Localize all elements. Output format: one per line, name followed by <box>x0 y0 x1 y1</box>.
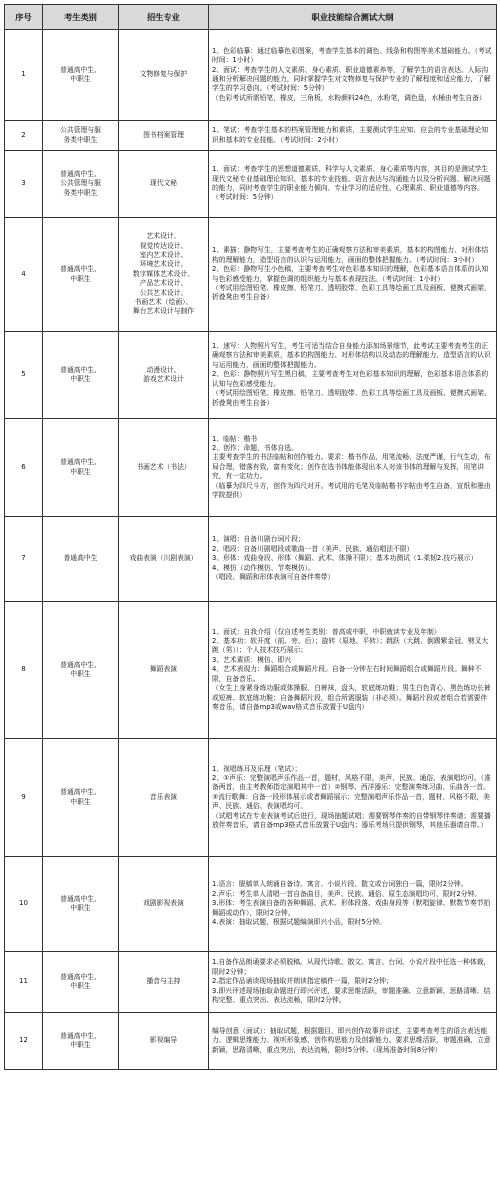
test-outline-line: （临摹为四尺斗方，创作为四尺对开。考试用的毛笔及临帖楷书字帖由考生自备，宣纸和墨由学院提供） <box>212 481 491 500</box>
test-outline-line: 1、面试：自我介绍（仅自述考生类别：普高或中职，中职就读专业及年制） <box>212 627 441 636</box>
test-outline-line: 1、色彩临摹：通过临摹色彩图案，考查学生基本的调色、线条和构图等美术基础能力。（考试时间：1小时） <box>212 46 492 65</box>
test-outline-line: （考试用绘图铅笔、橡皮擦、铅笔刀、透明胶带、色彩工具等绘画工具及画板、便携式画架、折叠凳由考生自备） <box>212 283 491 302</box>
test-outline-line: 主要考查学生的书法临帖和创作能力。要求：楷书作品，用笔流畅，法度严谨，行气生动，布局合理，错落有致，富有变化；创作在选书体能体现出本人对该书体的理解与发挥，用笔讲究，有一定功力。 <box>212 453 491 481</box>
table-row <box>5 952 497 1013</box>
test-outline-line: 4、艺术表现力：舞蹈组合或舞蹈片段。自备一分钟左右时间舞蹈组合或舞蹈片段。舞种不限，自备音乐。 <box>212 665 482 683</box>
candidate-category-line: 中职生 <box>70 375 91 383</box>
test-outline-line: 2、①声乐：完整演唱声乐作品一首，题材、风格不限，美声、民族、通俗、表演唱均可。（准备两首，由主考教师指定演唱其中一首）②钢琴、西洋器乐：完整演奏练习曲、乐曲各一首。③流行歌舞：自备一段形体展示或者舞蹈展示；完整演唱声乐作品一首，题材、风格不限，美声、民族、通俗、表演唱均可。 <box>212 773 491 811</box>
test-outline-line: 1、演唱：自备川剧台词片段； <box>212 535 305 544</box>
test-outline-line: 2、创作：命题，书体自选。 <box>212 443 298 452</box>
enrollment-major-line: 舞蹈表演 <box>149 665 178 674</box>
test-outline-line: 3、艺术素质：模仿、即兴 <box>212 655 292 664</box>
header-category: 考生类别 <box>43 5 119 30</box>
candidate-category <box>43 218 119 332</box>
enrollment-major-line: 舞台艺术设计与制作 <box>132 307 195 316</box>
row-number: 5 <box>5 332 43 419</box>
table-row <box>5 517 497 602</box>
test-outline <box>209 739 497 857</box>
row-number: 11 <box>5 952 43 1013</box>
test-outline <box>209 218 497 332</box>
candidate-category-line: 普通高中生、 <box>60 265 101 274</box>
enrollment-major-line: 播音与主持 <box>146 977 181 986</box>
candidate-category-line: 中职生 <box>70 467 91 476</box>
test-outline-line: 3.形体：考生表演自备的各种舞蹈、武术、形体段落、戏曲身段等（默唱旋律、默数节奏节拍舞蹈或动作），限时2分钟。 <box>212 899 491 917</box>
table-row <box>5 121 497 151</box>
candidate-category <box>43 121 119 151</box>
candidate-category-line: 中职生 <box>70 904 91 912</box>
test-outline <box>209 419 497 517</box>
candidate-category <box>43 952 119 1013</box>
enrollment-major <box>119 332 209 419</box>
candidate-category-line: 中职生 <box>70 274 91 283</box>
enrollment-major-line: 产品艺术设计、 <box>139 279 188 288</box>
test-outline-line: 3、形体：戏曲身段、形体（舞蹈、武术、体操不限）；基本功测试（1.柔韧2.技巧展示） <box>212 554 478 563</box>
header-number: 序号 <box>5 5 43 30</box>
enrollment-major <box>119 1013 209 1070</box>
test-outline <box>209 332 497 419</box>
row-number: 9 <box>5 739 43 857</box>
enrollment-major <box>119 419 209 517</box>
enrollment-major-line: 数字媒体艺术设计、 <box>132 269 195 278</box>
row-number: 6 <box>5 419 43 517</box>
enrollment-major-line: 音乐表演 <box>149 792 178 801</box>
enrollment-major-line: 现代文秘 <box>149 179 178 188</box>
enrollment-major <box>119 30 209 121</box>
candidate-category-line: 中职生 <box>70 75 91 83</box>
candidate-category-line: 普通高中生 <box>63 554 98 563</box>
test-outline <box>209 857 497 952</box>
test-outline-line: 1、素描：静物写生，主要考查考生的正确观察方法和审美素质，基本的构图能力、对形体结构的理解能力，造型语言的认识与运用能力，画面的整体把握能力。（考试时间：3小时） <box>212 246 489 264</box>
enrollment-major-line: 艺术设计、 <box>146 232 181 241</box>
table-row <box>5 332 497 419</box>
row-number: 7 <box>5 517 43 602</box>
row-number: 2 <box>5 121 43 151</box>
candidate-category-line: 公共管理与服 <box>60 179 101 188</box>
enrollment-major <box>119 517 209 602</box>
test-outline-line: 2、唱段：自备川剧唱段或歌曲一首（美声、民族、通俗唱法不限） <box>212 544 414 553</box>
table-row <box>5 739 497 857</box>
candidate-category-line: 普通高中生、 <box>60 1031 101 1040</box>
enrollment-major <box>119 952 209 1013</box>
enrollment-major-line: 戏曲表演（川剧表演） <box>129 554 198 563</box>
test-outline <box>209 30 497 121</box>
enrollment-major <box>119 602 209 739</box>
enrollment-major <box>119 218 209 332</box>
candidate-category-line: 普通高中生、 <box>60 365 101 374</box>
test-outline-line: 2、基本功：软开度（前、旁、后）；旋转（原地、平转）；跳跃（大跳、倒踢紫金冠、劈叉大跳（男））；个人技术技巧展示； <box>212 637 489 655</box>
test-outline <box>209 1013 497 1070</box>
enrollment-major-line: 动漫设计、 <box>146 365 181 374</box>
table-row <box>5 419 497 517</box>
test-outline-line: 1、面试：考查学生的思想道德素质、科学与人文素质、身心素质等内容，其目的是测试学生现代文秘专业基础理论知识、基本的专业技能、语言表达与沟通能力以及分析问题、解决问题的能力，同时考查学生的职业能力倾向、专业学习的适应性、心理素质、职业道德等内容。（考试时间：5分钟） <box>212 165 491 202</box>
candidate-category <box>43 1013 119 1070</box>
table-row <box>5 1013 497 1070</box>
test-outline <box>209 517 497 602</box>
enrollment-major-line: 公共艺术设计、 <box>139 288 188 297</box>
table-row <box>5 857 497 952</box>
table-row <box>5 602 497 739</box>
test-outline <box>209 952 497 1013</box>
candidate-category-line: 普通高中生、 <box>60 972 101 981</box>
row-number: 3 <box>5 151 43 218</box>
test-outline-line: 2.指定作品诵读现场抽取并朗读指定稿件一篇，限时2分钟； <box>212 977 393 986</box>
candidate-category <box>43 419 119 517</box>
enrollment-major-line: 图书档案管理 <box>143 130 184 139</box>
candidate-category <box>43 30 119 121</box>
enrollment-major-line: 书画艺术（绘画）、 <box>134 298 193 307</box>
test-outline-line: 4.表演：抽取试题，根据试题编演即兴小品，限时5分钟。 <box>212 918 386 927</box>
test-outline-line: 1.自备作品朗诵要求必须脱稿。从现代诗歌、散文、寓言、台词、小说片段中任选一种体裁，限时2分钟； <box>212 958 491 976</box>
enrollment-major-line: 戏剧影视表演 <box>143 899 184 908</box>
test-outline-line: 1、速写：人物照片写生，考生可适当结合自身能力添加场景细节，此考试主要考查考生的正确观察方法和审美素质，基本的构图能力、对形体结构以及动态的理解能力、造型语言的认识与运用能力，画面的整体把握能力。 <box>212 342 491 369</box>
enrollment-major-line: 文物修复与保护 <box>139 70 188 79</box>
test-outline <box>209 602 497 739</box>
row-number: 4 <box>5 218 43 332</box>
table-row <box>5 30 497 121</box>
enrollment-major <box>119 151 209 218</box>
candidate-category <box>43 739 119 857</box>
test-outline-line: 3.即兴评述现场抽取命题进行即兴评述，要求思维活跃，审题准确、立意新颖、思路清晰、结构完整、重点突出、表达流畅，限时2分钟。 <box>212 986 491 1005</box>
row-number: 1 <box>5 30 43 121</box>
candidate-category <box>43 332 119 419</box>
candidate-category <box>43 151 119 218</box>
test-outline-line: 2.声乐：考生单人清唱一首自备曲目，美声、民族、通俗、原生态演唱均可，限时2分钟。 <box>212 889 482 898</box>
candidate-category-line: 中职生 <box>70 982 91 990</box>
table-row <box>5 151 497 218</box>
candidate-category-line: 普通高中生、 <box>60 894 101 903</box>
candidate-category-line: 务类中职生 <box>63 135 98 144</box>
test-outline-line: 1.语言：脱稿单人朗诵自备诗、寓言、小说片段、散文或台词独白一篇，限时2分钟。 <box>212 880 468 889</box>
test-outline-line: （唱段、舞蹈和形体表演可自备伴奏带） <box>212 573 335 582</box>
admission-outline-page <box>4 4 496 1070</box>
test-outline-line: 2、色彩：静物写生小色稿，主要考查考生对色彩基本知识的理解，色彩基本语言体系的认知与色彩感受能力，掌握色调的组织能力与基本表现技法。（考试时间：1小时） <box>212 265 489 283</box>
candidate-category-line: 公共管理与服 <box>60 126 101 135</box>
candidate-category <box>43 517 119 602</box>
test-outline-line: 1、视唱练耳及乐理（笔试）； <box>212 764 302 773</box>
enrollment-major <box>119 121 209 151</box>
enrollment-major-line: 游戏艺术设计 <box>143 375 184 383</box>
candidate-category-line: 普通高中生、 <box>60 660 101 669</box>
candidate-category-line: 中职生 <box>70 1041 91 1049</box>
candidate-category <box>43 857 119 952</box>
candidate-category-line: 中职生 <box>70 797 91 806</box>
outline-table <box>4 4 497 1070</box>
candidate-category-line: 务类中职生 <box>63 188 98 197</box>
candidate-category-line: 中职生 <box>70 670 91 678</box>
enrollment-major-line: 影视编导 <box>149 1036 178 1045</box>
candidate-category-line: 普通高中生、 <box>60 458 101 467</box>
test-outline-line: 4、模仿（动作模仿、节奏模仿）。 <box>212 563 315 572</box>
test-outline-line: 编导创意（面试）：抽取试题，根据题目，即兴创作故事并讲述，主要考查考生的语言表达能力、逻辑思维能力、视听形象感、创作构思能力及创新能力。要求思维活跃，审题准确，立意新颖，思路清晰，重点突出，表达流畅，限时5分钟。（现场准备时间8分钟） <box>212 1026 491 1054</box>
test-outline-line: 2、色彩：静物照片写生黑白稿，主要考查考生对色彩基本知识的理解，色彩基本语言体系的认知与色彩感受能力。 <box>212 370 489 388</box>
enrollment-major <box>119 739 209 857</box>
test-outline <box>209 121 497 151</box>
test-outline-line: 1、笔试：考查学生基本的档案管理能力和素质，主要测试学生应知、应会的专业基础理论知识和基本的专业技能。（考试时间：2小时） <box>212 126 489 144</box>
header-major: 招生专业 <box>119 5 209 30</box>
row-number: 8 <box>5 602 43 739</box>
table-row <box>5 218 497 332</box>
table-body <box>5 30 497 1070</box>
candidate-category <box>43 602 119 739</box>
enrollment-major-line: 室内艺术设计、 <box>139 250 188 259</box>
enrollment-major <box>119 857 209 952</box>
test-outline-line: 1、临帖：楷书 <box>212 434 258 443</box>
candidate-category-line: 普通高中生、 <box>60 65 101 74</box>
test-outline-line: （女生上身紧身练功服或体操服、白裤袜，盘头，软底练功鞋；男生白色背心、黑色练功长裤或短裤、软底练功鞋；自备舞蹈片段，组合所需服装（非必须）。舞蹈片段或者组合若需要伴奏音乐，请自备mp3或wav格式音乐放置于U盘内） <box>212 684 491 711</box>
row-number: 10 <box>5 857 43 952</box>
test-outline-line: 2、面试：考查学生的人文素质、身心素质、职业道德素养等，了解学生的语言表达、人际沟通和分析解决问题的能力，同时掌握学生对文物修复与保护专业的了解程度和适应能力，了解学生的学习意向。（考试时间：5分钟） <box>212 65 491 93</box>
test-outline-line: （试唱考试在专业表演考试后进行，现场抽题试唱；需要钢琴伴奏的自带钢琴伴奏谱；需要播放伴奏音乐，请自备mp3格式音乐放置于U盘内；器乐考场只提供钢琴，其他乐器请自带。） <box>212 811 491 830</box>
enrollment-major-line: 书画艺术（书法） <box>136 462 191 471</box>
test-outline <box>209 151 497 218</box>
test-outline-line: （色彩考试所需铅笔，橡皮，三角板，水粉颜料24色，水粉笔，调色盘，水桶由考生自备） <box>212 93 486 102</box>
candidate-category-line: 普通高中生、 <box>60 169 101 178</box>
candidate-category-line: 普通高中生、 <box>60 788 101 797</box>
header-row <box>5 5 497 30</box>
enrollment-major-line: 环境艺术设计、 <box>139 260 188 269</box>
test-outline-line: （考试用绘图铅笔、橡皮擦、铅笔刀、透明胶带、色彩工具等绘画工具及画板、便携式画架、折叠凳由考生自备） <box>212 389 491 407</box>
header-outline: 职业技能综合测试大纲 <box>209 5 497 30</box>
row-number: 12 <box>5 1013 43 1070</box>
enrollment-major-line: 视觉传达设计、 <box>139 241 188 250</box>
